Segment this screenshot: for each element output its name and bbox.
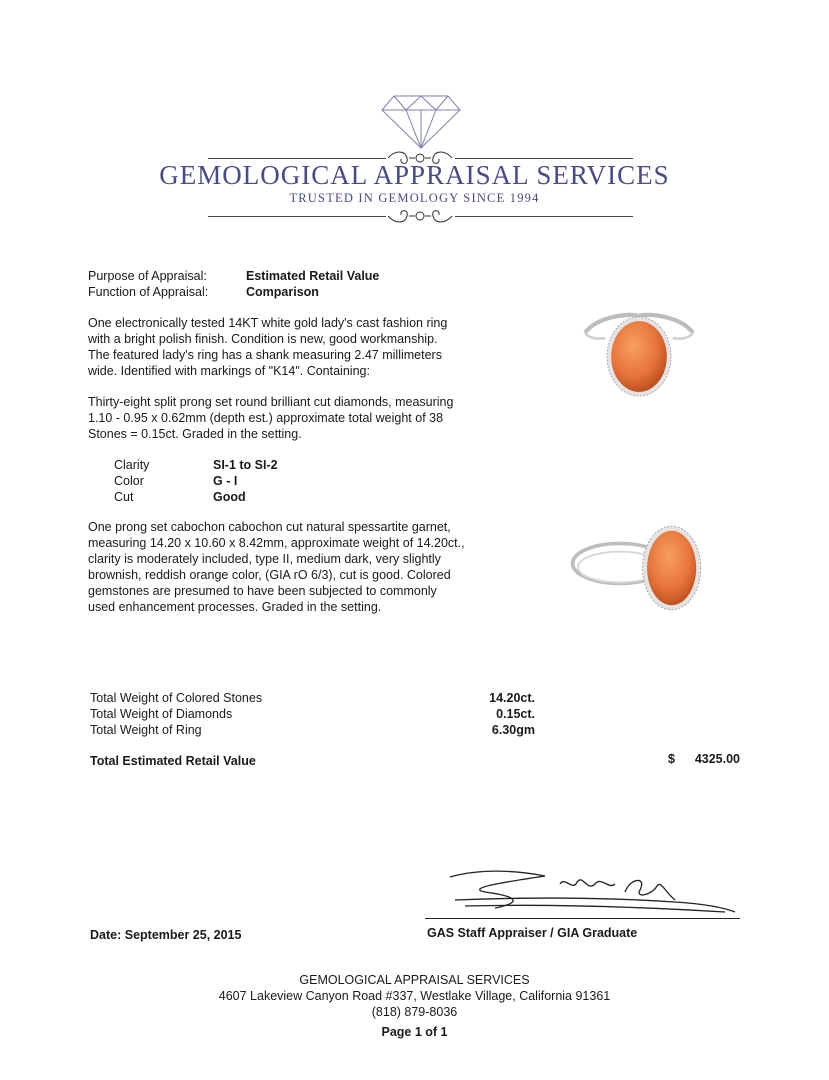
text-line: wide. Identified with markings of "K14". Containing:	[88, 364, 370, 378]
clarity-label: Clarity	[114, 458, 150, 472]
function-value: Comparison	[246, 285, 319, 299]
cut-label: Cut	[114, 490, 134, 504]
retail-value-label: Total Estimated Retail Value	[90, 754, 256, 768]
function-label: Function of Appraisal:	[88, 285, 209, 299]
logo-bottom-rule-left	[208, 216, 386, 217]
clarity-value: SI-1 to SI-2	[213, 458, 278, 472]
text-line: gemstones are presumed to have been subjected to commonly	[88, 584, 437, 598]
text-line: clarity is moderately included, type II, medium dark, very slightly	[88, 552, 441, 566]
total-diamonds-label: Total Weight of Diamonds	[90, 707, 233, 721]
logo-bottom-rule-right	[455, 216, 633, 217]
text-line: with a bright polish finish. Condition is new, good workmanship.	[88, 332, 438, 346]
signature-line	[425, 918, 740, 919]
text-line: The featured lady's ring has a shank measuring 2.47 millimeters	[88, 348, 442, 362]
total-colored-stones-label: Total Weight of Colored Stones	[90, 691, 263, 705]
diamond-logo-icon	[380, 92, 462, 150]
logo-top-rule-left	[208, 158, 386, 159]
total-diamonds-value: 0.15ct.	[496, 707, 535, 721]
text-line: used enhancement processes. Graded in the setting.	[88, 600, 382, 614]
footer-address: 4607 Lakeview Canyon Road #337, Westlake Village, California 91361	[218, 989, 611, 1003]
appraisal-date: Date: September 25, 2015	[90, 928, 242, 942]
ring-photo-side-view	[568, 518, 708, 618]
color-label: Color	[114, 474, 144, 488]
text-line: Thirty-eight split prong set round brilliant cut diamonds, measuring	[88, 395, 454, 409]
color-value: G - I	[213, 474, 238, 488]
page-number: Page 1 of 1	[381, 1025, 448, 1039]
diamond-description	[88, 394, 508, 442]
text-line: One electronically tested 14KT white gold lady's cast fashion ring	[88, 316, 448, 330]
logo-top-rule-right	[455, 158, 633, 159]
scroll-ornament-bottom-icon	[385, 207, 455, 225]
text-line: Stones = 0.15ct. Graded in the setting.	[88, 427, 302, 441]
signer-title: GAS Staff Appraiser / GIA Graduate	[427, 926, 638, 940]
cut-value: Good	[213, 490, 246, 504]
ring-description	[88, 315, 508, 379]
retail-currency: $	[668, 752, 675, 766]
total-colored-stones-value: 14.20ct.	[489, 691, 535, 705]
text-line: measuring 14.20 x 10.60 x 8.42mm, approximate weight of 14.20ct.,	[88, 536, 465, 550]
text-line: brownish, reddish orange color, (GIA rO 6/3), cut is good. Colored	[88, 568, 451, 582]
purpose-value: Estimated Retail Value	[246, 269, 380, 283]
retail-amount: 4325.00	[694, 752, 740, 766]
ring-photo-top-view	[580, 298, 698, 410]
footer-phone: (818) 879-8036	[371, 1005, 458, 1019]
garnet-description	[88, 519, 508, 615]
total-ring-weight-value: 6.30gm	[491, 723, 535, 737]
signature-scribble	[425, 862, 745, 922]
purpose-label: Purpose of Appraisal:	[88, 269, 207, 283]
footer-company: GEMOLOGICAL APPRAISAL SERVICES	[299, 973, 530, 987]
text-line: 1.10 - 0.95 x 0.62mm (depth est.) approximate total weight of 38	[88, 411, 444, 425]
total-ring-weight-label: Total Weight of Ring	[90, 723, 202, 737]
text-line: One prong set cabochon cabochon cut natural spessartite garnet,	[88, 520, 451, 534]
company-logo-title: GEMOLOGICAL APPRAISAL SERVICES	[159, 160, 670, 190]
company-tagline: TRUSTED IN GEMOLOGY SINCE 1994	[289, 191, 540, 205]
